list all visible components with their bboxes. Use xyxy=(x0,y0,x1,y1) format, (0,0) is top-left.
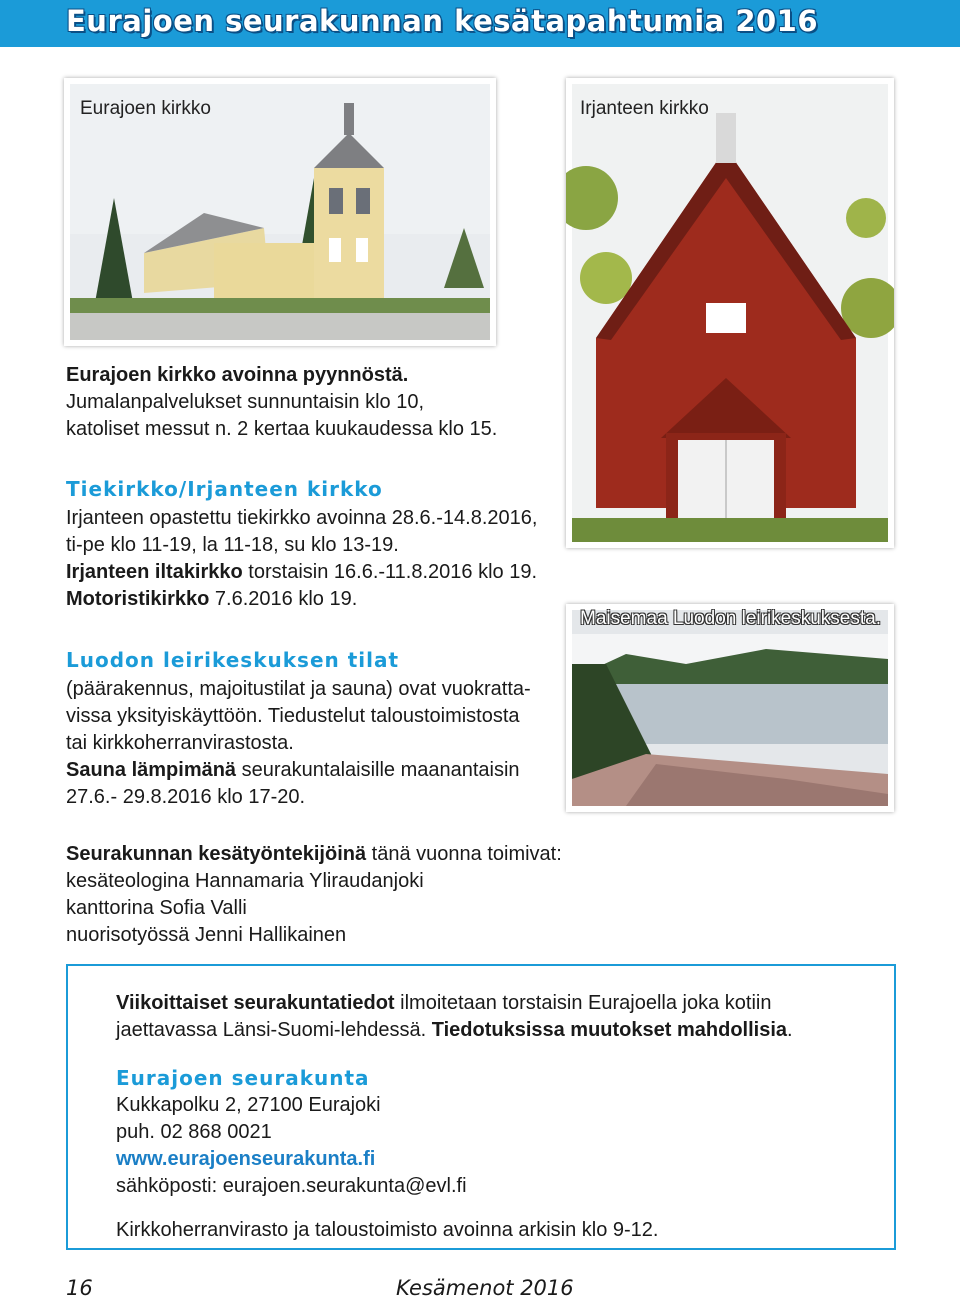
info-box xyxy=(66,964,896,1250)
irjanne-church-illustration xyxy=(566,78,894,548)
eurajoki-line-2: Jumalanpalvelukset sunnuntaisin klo 10, xyxy=(66,391,424,413)
eurajoki-line-1: Eurajoen kirkko avoinna pyynnöstä. xyxy=(66,364,409,386)
org-heading: Eurajoen seurakunta xyxy=(116,1066,370,1090)
tiekirkko-line-1: Irjanteen opastettu tiekirkko avoinna 28.6.-14.8.2016, xyxy=(66,507,538,529)
luoto-line-1: (päärakennus, majoitustilat ja sauna) ovat vuokratta- xyxy=(66,678,531,700)
luoto-heading: Luodon leirikeskuksen tilat xyxy=(66,648,400,672)
tiekirkko-line-2: ti-pe klo 11-19, la 11-18, su klo 13-19. xyxy=(66,534,399,556)
publication-name: Kesämenot 2016 xyxy=(396,1276,574,1300)
staff-line-3: kanttorina Sofia Valli xyxy=(66,897,247,919)
eurajoki-church-photo xyxy=(64,78,496,346)
irjanne-church-caption: Irjanteen kirkko xyxy=(580,98,709,119)
page-title: Eurajoen seurakunnan kesätapahtumia 2016 xyxy=(66,4,819,38)
page-number: 16 xyxy=(66,1276,93,1300)
landscape-illustration xyxy=(566,604,894,812)
address: Kukkapolku 2, 27100 Eurajoki xyxy=(116,1094,381,1116)
staff-line-2: kesäteologina Hannamaria Yliraudanjoki xyxy=(66,870,424,892)
luoto-line-3: tai kirkkoherranvirastosta. xyxy=(66,732,294,754)
sauna-line: Sauna lämpimänä seurakuntalaisille maanantaisin xyxy=(66,759,520,781)
iltakirkko-line: Irjanteen iltakirkko torstaisin 16.6.-11.8.2016 klo 19. xyxy=(66,561,538,583)
staff-line-4: nuorisotyössä Jenni Hallikainen xyxy=(66,924,347,946)
luoto-line-2: vissa yksityiskäyttöön. Tiedustelut taloustoimistosta xyxy=(66,705,520,727)
staff-intro-line: Seurakunnan kesätyöntekijöinä tänä vuonna toimivat: xyxy=(66,843,562,865)
weekly-info-line-1: Viikoittaiset seurakuntatiedot ilmoitetaan torstaisin Eurajoella joka kotiin xyxy=(116,992,772,1014)
irjanne-church-photo xyxy=(566,78,894,548)
landscape-photo xyxy=(566,604,894,812)
landscape-caption: Maisemaa Luodon leirikeskuksesta. xyxy=(580,608,881,629)
eurajoki-line-3: katoliset messut n. 2 kertaa kuukaudessa klo 15. xyxy=(66,418,498,440)
phone: puh. 02 868 0021 xyxy=(116,1121,272,1143)
eurajoki-church-caption: Eurajoen kirkko xyxy=(80,98,211,119)
luoto-line-5: 27.6.- 29.8.2016 klo 17-20. xyxy=(66,786,306,808)
office-hours: Kirkkoherranvirasto ja taloustoimisto avoinna arkisin klo 9-12. xyxy=(116,1219,659,1241)
email[interactable]: sähköposti: eurajoen.seurakunta@evl.fi xyxy=(116,1175,467,1197)
website-link[interactable]: www.eurajoenseurakunta.fi xyxy=(116,1148,376,1170)
website-line xyxy=(116,1146,375,1173)
header-banner xyxy=(0,0,960,47)
motoristikirkko-line: Motoristikirkko 7.6.2016 klo 19. xyxy=(66,588,358,610)
weekly-info-line-2: jaettavassa Länsi-Suomi-lehdessä. Tiedotuksissa muutokset mahdollisia. xyxy=(116,1019,793,1041)
tiekirkko-heading: Tiekirkko/Irjanteen kirkko xyxy=(66,477,383,501)
